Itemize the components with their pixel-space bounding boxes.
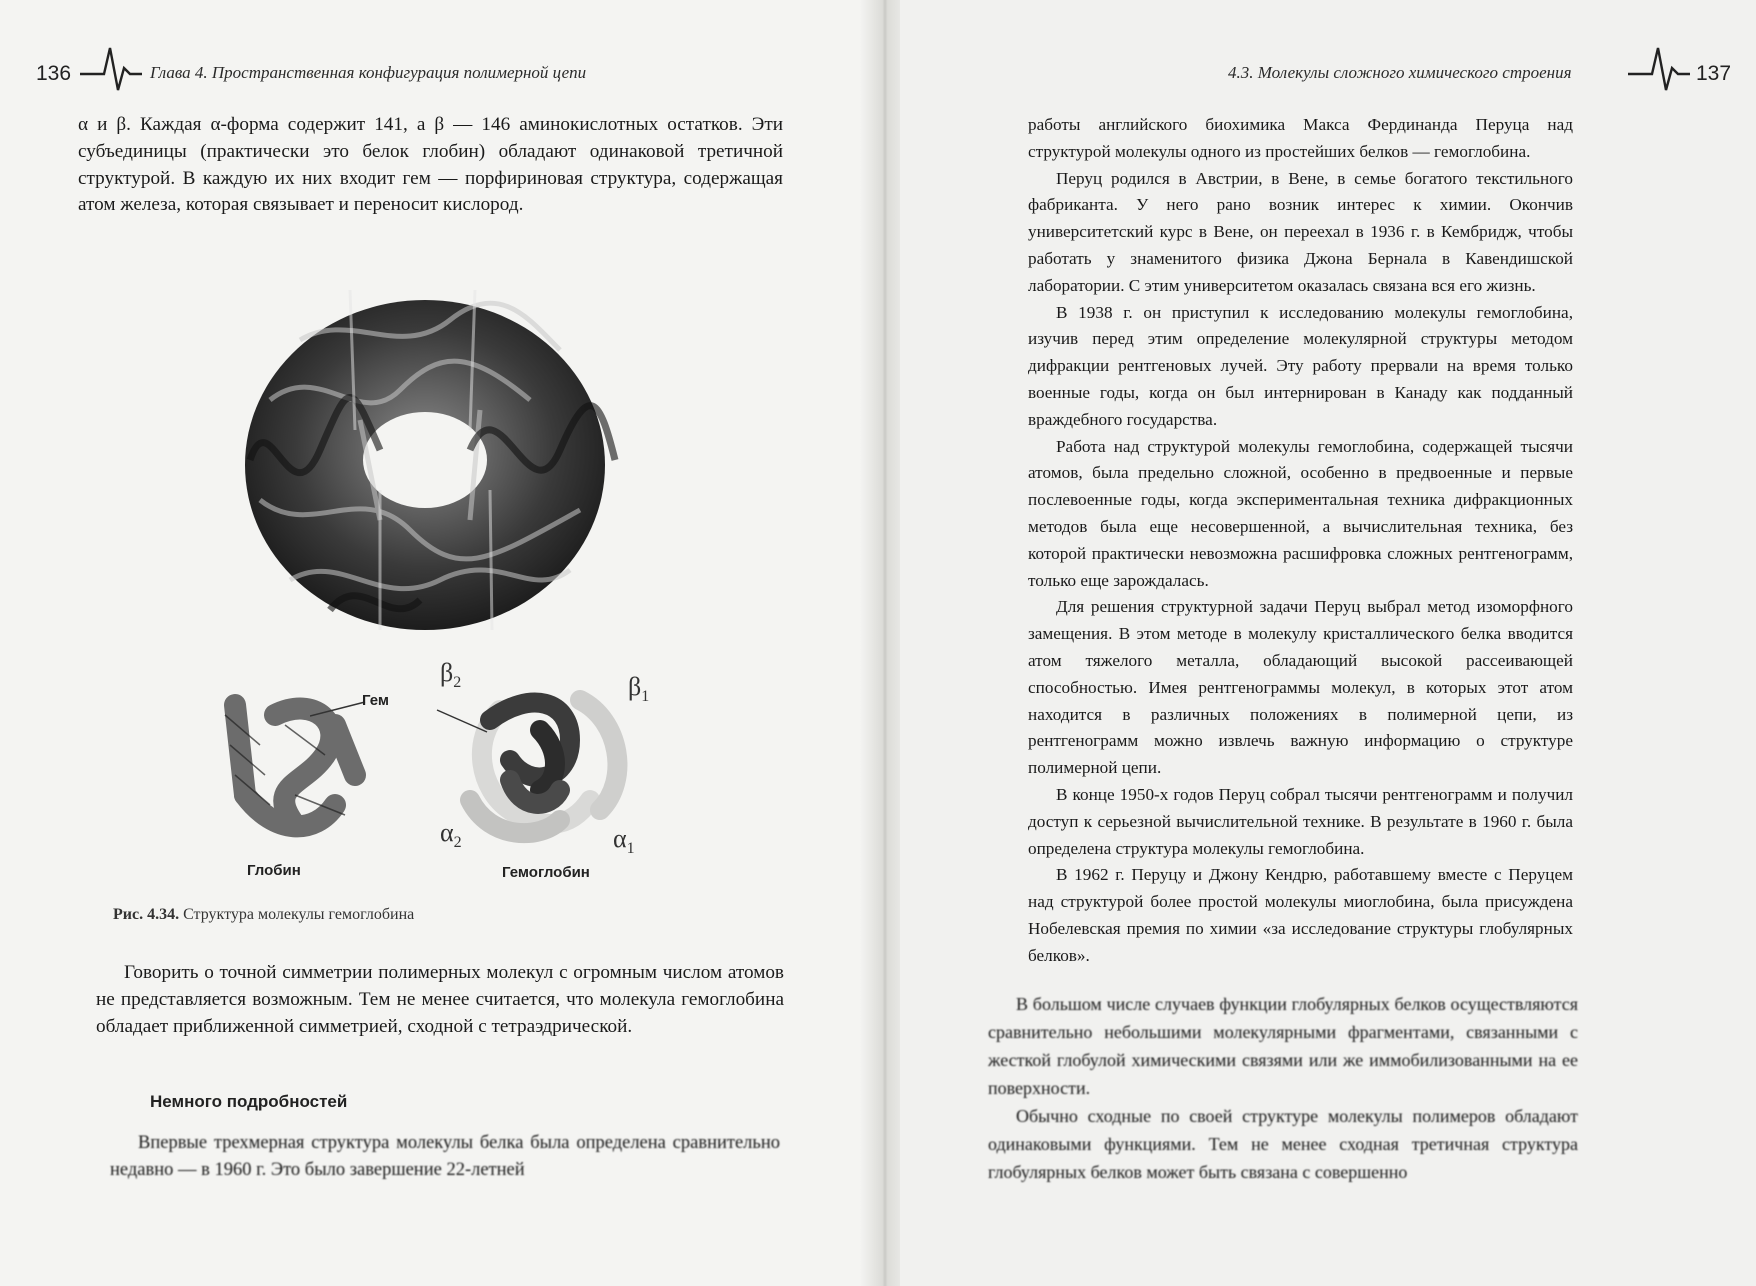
details-paragraph [110, 1130, 780, 1184]
paragraph: В 1938 г. он приступил к исследованию молекулы гемоглобина, изучив перед этим определение молекулярной структуры методом дифракции рентгеновых лучей. Эту работу прервали на время только военные годы, когда он был интернирован в Канаду как подданный враждебного государства. [1028, 302, 1573, 429]
paragraph: Для решения структурной задачи Перуц выбрал метод изоморфного замещения. В этом методе в молекулу кристаллического белка вводится атом тяжелого металла, обладающий высокой рассеивающей способностью. Имея рентгенограммы молекул, в которых этот атом находится в различных положениях в полимерной цепи, из рентгенограмм можно извлечь важную информацию о структуре полимерной цепи. [1028, 597, 1573, 778]
beta2-subscript: 2 [453, 674, 462, 692]
section-title: 4.3. Молекулы сложного химического строения [1228, 63, 1572, 82]
hemoglobin-ribbon-illustration [230, 280, 620, 650]
gem-label: Гем [362, 692, 389, 709]
paragraph: В конце 1950-х годов Перуц собрал тысячи рентгенограмм и получил доступ к серьезной вычислительной технике. В результате в 1960 г. была определена структура молекулы гемоглобина. [1028, 784, 1573, 858]
chapter-title: Глава 4. Пространственная конфигурация полимерной цепи [150, 63, 587, 82]
paragraph: Говорить о точной симметрии полимерных молекул с огромным числом атомов не представляется возможным. Тем не менее считается, что молекула гемоглобина обладает приближенной симметрией, сходной с тетраэдрической. [96, 962, 784, 1037]
figure-caption [113, 906, 414, 924]
gem-pointer-line [310, 700, 370, 720]
alpha1-label [613, 824, 635, 858]
alpha2-symbol: α [440, 818, 454, 847]
page-number-right: 137 [1696, 62, 1732, 85]
caption-text: Структура молекулы гемоглобина [183, 906, 415, 923]
beta1-label [628, 672, 649, 706]
paragraph: В большом числе случаев функции глобулярных белков осуществляются сравнительно небольшими молекулярными фрагментами, связанными с жесткой глобулой химическими связями или же иммобилизованными на ее поверхности. [988, 994, 1578, 1098]
page-number-left: 136 [36, 62, 72, 85]
alpha2-subscript: 2 [453, 834, 462, 852]
alpha1-subscript: 1 [626, 840, 635, 858]
paragraph: В 1962 г. Перуцу и Джону Кендрю, работавшему вместе с Перуцем над структурой более простой молекулы миоглобина, была присуждена Нобелевская премия по химии «за исследование структуры глобулярных белков». [1028, 865, 1573, 965]
beta1-symbol: β [628, 672, 642, 701]
heartbeat-icon [80, 44, 142, 96]
symmetry-paragraph [96, 960, 784, 1040]
right-running-head [900, 52, 1756, 102]
alpha1-symbol: α [613, 824, 627, 853]
alpha2-label [440, 818, 462, 852]
left-page [0, 0, 870, 1286]
right-main-text [1028, 112, 1573, 970]
paragraph: Работа над структурой молекулы гемоглобина, содержащей тысячи атомов, была предельно сложной, особенно в предвоенные и первые послевоенные годы, когда экспериментальная техника дифракционных методов была еще несовершенной, а вычислительная техника, без которой практически невозможна расшифровка сложных рентгенограмм, только еще зарождалась. [1028, 436, 1573, 590]
right-lower-text [988, 990, 1578, 1186]
left-running-head [0, 52, 870, 102]
details-heading: Немного подробностей [150, 1092, 348, 1111]
paragraph: α и β. Каждая α-форма содержит 141, а β — 146 аминокислотных остатков. Эти субъединицы (практически это белок глобин) обладают одинаковой третичной структурой. В каждую их них входит гем — порфириновая структура, содержащая атом железа, которая связывает и переносит кислород. [78, 114, 783, 216]
hemoglobin-label: Гемоглобин [502, 864, 590, 881]
left-top-paragraph [78, 112, 783, 219]
heartbeat-icon [1628, 44, 1690, 96]
globin-label: Глобин [247, 862, 301, 879]
right-page [900, 0, 1756, 1286]
paragraph: Впервые трехмерная структура молекулы белка была определена сравнительно недавно — в 1960 г. Это было завершение 22-летней [110, 1133, 780, 1180]
paragraph: работы английского биохимика Макса Фердинанда Перуца над структурой молекулы одного из простейших белков — гемоглобина. [1028, 115, 1573, 161]
hemoglobin-pointer-line [435, 700, 495, 740]
caption-number: Рис. 4.34. [113, 906, 180, 923]
beta2-symbol: β [440, 658, 454, 687]
beta2-label [440, 658, 461, 692]
paragraph: Перуц родился в Австрии, в Вене, в семье богатого текстильного фабриканта. У него рано возник интерес к химии. Окончив университетский курс в Вене, он переехал в 1936 г. в Кембридж, чтобы работать у знаменитого физика Джона Бернала в Кавендишской лаборатории. С этим университетом оказалась связана вся его жизнь. [1028, 168, 1573, 295]
paragraph: Обычно сходные по своей структуре молекулы полимеров обладают одинаковыми функциями. Тем не менее сходная третичная структура глобулярных белков может быть связана с совершенно [988, 1106, 1578, 1182]
beta1-subscript: 1 [641, 688, 650, 706]
